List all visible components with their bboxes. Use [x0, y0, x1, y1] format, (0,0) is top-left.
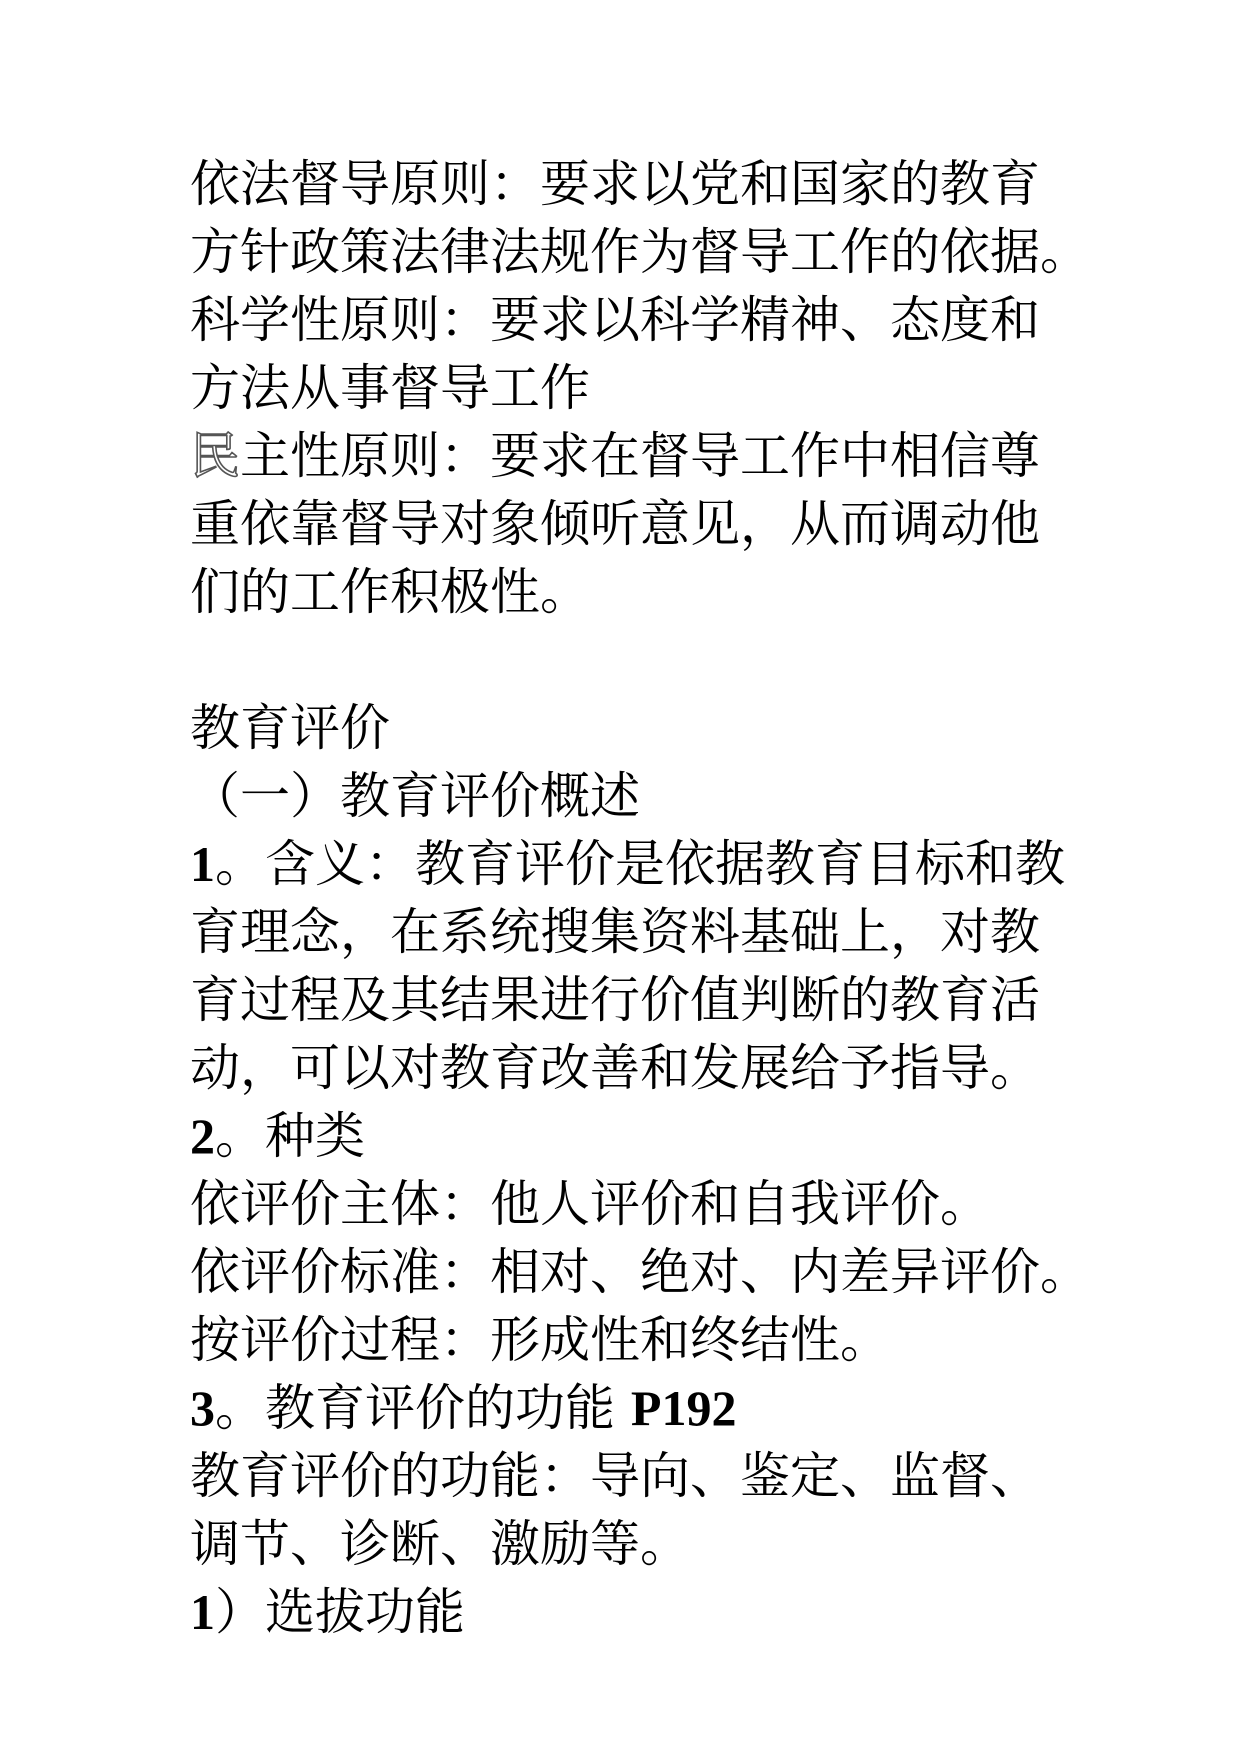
paragraph-spacer — [190, 626, 1070, 694]
sub-item-1-title — [190, 1578, 1070, 1646]
item-1-line-1-text: 。含义：教育评价是依据教育目标和教 — [215, 835, 1065, 893]
subsection-title: （一）教育评价概述 — [190, 767, 640, 825]
supervision-principle-scientific-line-2: 方法从事督导工作 — [190, 359, 590, 417]
outlined-first-char: 民 — [190, 427, 240, 485]
item-2-title-text: 。种类 — [215, 1107, 365, 1165]
item-1-line-4: 动，可以对教育改善和发展给予指导。 — [190, 1039, 1040, 1097]
item-3-number: 3 — [190, 1380, 215, 1436]
supervision-principle-legal-line-2: 方针政策法律法规作为督导工作的依据。 — [190, 223, 1090, 281]
item-2-line-2: 依评价标准：相对、绝对、内差异评价。 — [190, 1243, 1090, 1301]
item-3-line-1: 教育评价的功能：导向、鉴定、监督、 — [190, 1447, 1040, 1505]
item-3-title — [190, 1374, 1070, 1442]
item-2-title — [190, 1102, 1070, 1170]
supervision-principle-democratic-line-2: 重依靠督导对象倾听意见，从而调动他 — [190, 495, 1040, 553]
supervision-principle-democratic-line-3: 们的工作积极性。 — [190, 563, 590, 621]
item-1-line-2: 育理念，在系统搜集资料基础上，对教 — [190, 903, 1040, 961]
item-1-line-1 — [190, 830, 1070, 898]
sub-item-1-number: 1 — [190, 1584, 215, 1640]
section-title: 教育评价 — [190, 699, 390, 757]
supervision-principle-scientific-line-1: 科学性原则：要求以科学精神、态度和 — [190, 291, 1040, 349]
supervision-principle-legal-line-1: 依法督导原则：要求以党和国家的教育 — [190, 155, 1040, 213]
item-1-line-3: 育过程及其结果进行价值判断的教育活 — [190, 971, 1040, 1029]
item-1-number: 1 — [190, 836, 215, 892]
item-2-line-1: 依评价主体：他人评价和自我评价。 — [190, 1175, 990, 1233]
item-3-title-text: 。教育评价的功能 — [215, 1379, 631, 1437]
item-2-number: 2 — [190, 1108, 215, 1164]
item-3-line-2: 调节、诊断、激励等。 — [190, 1515, 690, 1573]
document-body — [190, 150, 1090, 1646]
item-2-line-3: 按评价过程：形成性和终结性。 — [190, 1311, 890, 1369]
democratic-line-1-text: 主性原则：要求在督导工作中相信尊 — [240, 427, 1040, 485]
supervision-principle-democratic-line-1 — [190, 422, 1070, 490]
item-3-page-ref: P192 — [630, 1380, 737, 1436]
sub-item-1-title-text: ）选拔功能 — [215, 1583, 465, 1641]
